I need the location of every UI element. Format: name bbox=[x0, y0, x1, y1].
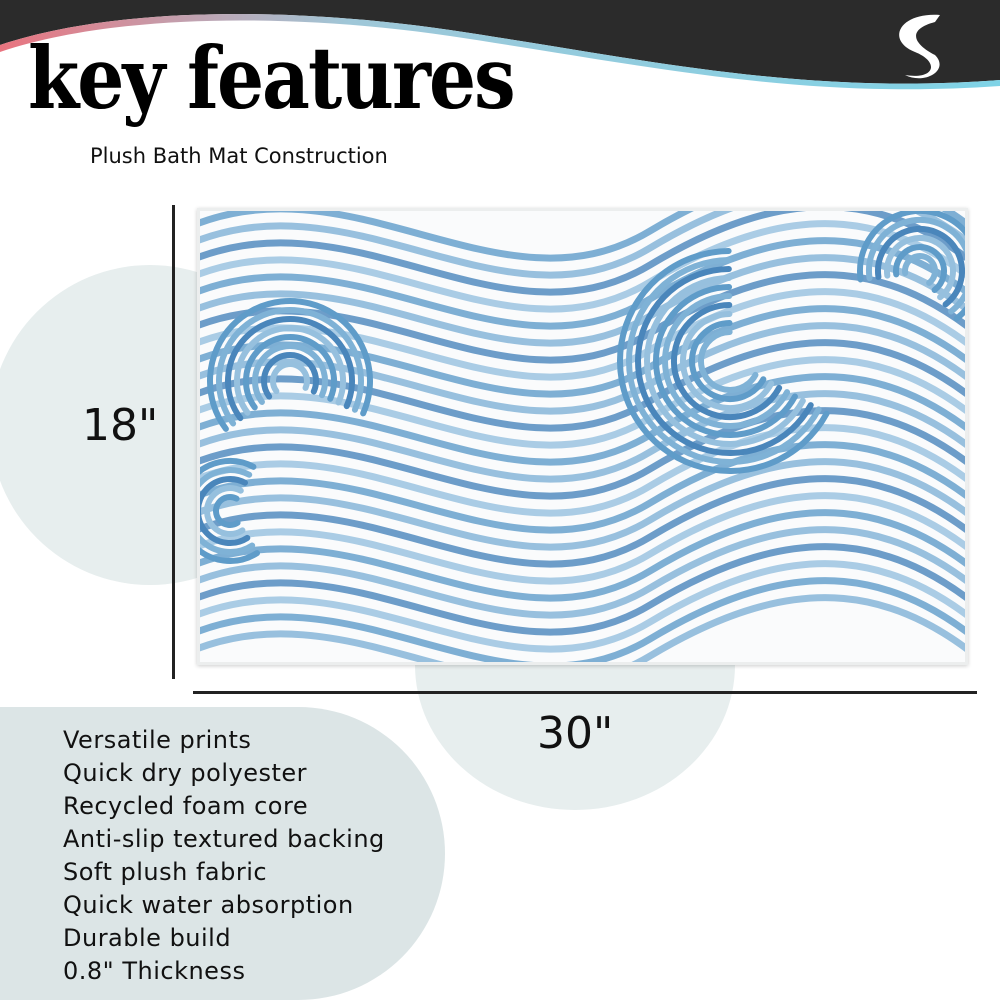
feature-item: Durable build bbox=[63, 924, 232, 952]
feature-item: Quick water absorption bbox=[63, 891, 354, 919]
bath-mat-image bbox=[197, 208, 968, 665]
feature-item: Recycled foam core bbox=[63, 792, 309, 820]
feature-item: Anti-slip textured backing bbox=[63, 825, 385, 853]
wave-pattern bbox=[200, 211, 965, 662]
width-dimension-line bbox=[193, 691, 977, 694]
feature-item: Soft plush fabric bbox=[63, 858, 268, 886]
feature-item: Versatile prints bbox=[63, 726, 252, 754]
page-title: key features bbox=[28, 30, 514, 129]
feature-item: Quick dry polyester bbox=[63, 759, 308, 787]
features-list bbox=[63, 724, 385, 988]
feature-item: 0.8" Thickness bbox=[63, 957, 246, 985]
width-dimension-label: 30" bbox=[537, 708, 614, 759]
page-subtitle: Plush Bath Mat Construction bbox=[90, 144, 388, 168]
height-dimension-label: 18" bbox=[82, 400, 159, 451]
wave-stroke bbox=[200, 211, 965, 258]
height-dimension-line bbox=[172, 205, 175, 679]
